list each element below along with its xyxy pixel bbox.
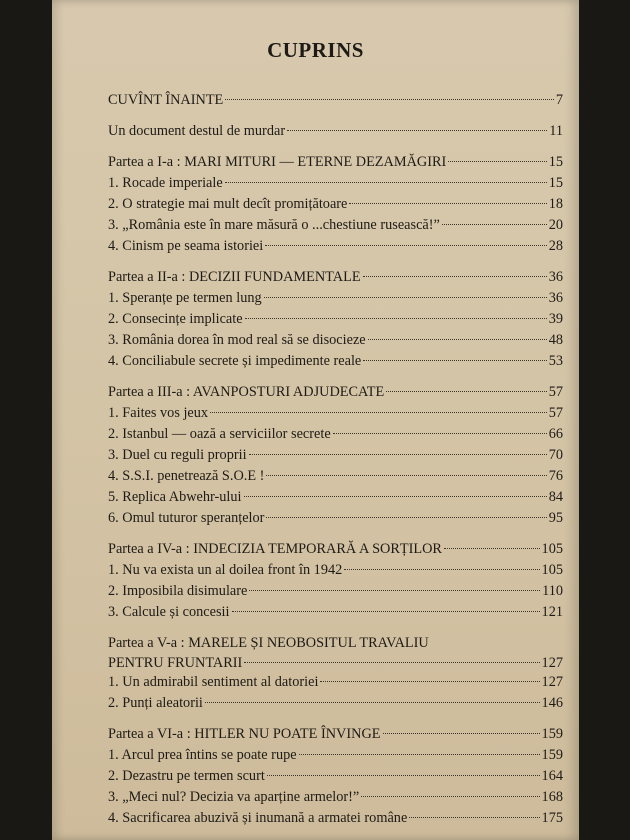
toc-item — [108, 508, 563, 529]
dot-leader — [266, 475, 546, 476]
toc-entry-title: 1. Arcul prea întins se poate rupe — [108, 747, 297, 763]
toc-item — [108, 445, 563, 466]
dot-leader — [299, 754, 540, 755]
toc-entry-title: Partea a V-a : MARELE ȘI NEOBOSITUL TRAVALIU — [108, 635, 429, 651]
toc-item — [108, 787, 563, 808]
toc-page-number: 18 — [548, 196, 563, 212]
toc-entry-title: 4. Cinism pe seama istoriei — [108, 238, 264, 254]
toc-entry-title: 5. Replica Abwehr-ului — [108, 489, 242, 505]
toc-item — [108, 424, 563, 445]
dot-leader — [363, 276, 547, 277]
toc-item — [108, 466, 563, 487]
toc-part-heading — [108, 121, 563, 142]
toc-entry-title: Un document destul de murdar — [108, 123, 286, 139]
toc-entry-title: 3. „România este în mare măsură o ...chestiune rusească!” — [108, 217, 440, 233]
toc-page-number: 57 — [548, 405, 563, 421]
toc-entry-title: 3. Duel cu reguli proprii — [108, 447, 247, 463]
toc-entry-title: PENTRU FRUNTARII — [108, 655, 243, 671]
toc-part-heading — [108, 382, 563, 403]
toc-entry-title: Partea a VI-a : HITLER NU POATE ÎNVINGE — [108, 726, 381, 742]
toc-entry-title: 1. Faites vos jeux — [108, 405, 209, 421]
toc-entry-title: 1. Nu va exista un al doilea front în 1942 — [108, 562, 343, 578]
dot-leader — [363, 360, 546, 361]
toc-page-number: 20 — [548, 217, 563, 233]
toc-part-heading — [108, 539, 563, 560]
toc-entry-title: 4. Conciliabule secrete și impedimente reale — [108, 353, 362, 369]
toc-page-number: 36 — [548, 290, 563, 306]
toc-item — [108, 403, 563, 424]
dot-leader — [232, 611, 540, 612]
toc-page-number: 53 — [548, 353, 563, 369]
dot-leader — [205, 702, 540, 703]
dot-leader — [287, 130, 547, 131]
dot-leader — [344, 569, 539, 570]
toc-item — [108, 808, 563, 829]
toc-page-number: 127 — [541, 655, 563, 671]
toc-page-number: 57 — [548, 384, 563, 400]
toc-page-number: 11 — [549, 123, 563, 139]
dot-leader — [444, 548, 540, 549]
toc-item — [108, 309, 563, 330]
toc-entry-title: Partea a I-a : MARI MITURI — ETERNE DEZAMĂGIRI — [108, 154, 447, 170]
dot-leader — [267, 775, 540, 776]
toc-part-heading — [108, 152, 563, 173]
toc-entry-title: 1. Un admirabil sentiment al datoriei — [108, 674, 319, 690]
toc-page-number: 127 — [541, 674, 563, 690]
toc-entry-title: 2. Punți aleatorii — [108, 695, 203, 711]
toc-part-heading — [108, 654, 563, 672]
dot-leader — [249, 590, 540, 591]
toc-part-heading — [108, 90, 563, 111]
dot-leader — [442, 224, 547, 225]
toc-item — [108, 173, 563, 194]
page-title: CUPRINS — [267, 38, 364, 62]
toc-item — [108, 215, 563, 236]
dot-leader — [265, 245, 546, 246]
dot-leader — [245, 318, 547, 319]
dot-leader — [210, 412, 547, 413]
dot-leader — [333, 433, 547, 434]
toc-page-number: 70 — [548, 447, 563, 463]
dot-leader — [320, 681, 539, 682]
dot-leader — [409, 817, 539, 818]
toc-entry-title: Partea a IV-a : INDECIZIA TEMPORARĂ A SORȚILOR — [108, 541, 442, 557]
toc-page-number: 105 — [541, 541, 563, 557]
toc-entry-title: 3. România dorea în mod real să se disocieze — [108, 332, 366, 348]
toc-entry-title: 2. Dezastru pe termen scurt — [108, 768, 265, 784]
toc-page-number: 168 — [541, 789, 563, 805]
toc-entry-title: 1. Speranțe pe termen lung — [108, 290, 262, 306]
toc-page-number: 164 — [541, 768, 563, 784]
table-of-contents — [108, 90, 563, 829]
toc-item — [108, 602, 563, 623]
toc-item — [108, 672, 563, 693]
toc-page-number: 15 — [548, 154, 563, 170]
toc-page-number: 15 — [548, 175, 563, 191]
toc-item — [108, 581, 563, 602]
toc-part-heading — [108, 724, 563, 745]
toc-item — [108, 487, 563, 508]
toc-page-number: 175 — [541, 810, 563, 826]
toc-page-number: 36 — [548, 269, 563, 285]
toc-entry-title: 2. Consecințe implicate — [108, 311, 243, 327]
dot-leader — [349, 203, 546, 204]
toc-page-number: 121 — [541, 604, 563, 620]
dot-leader — [448, 161, 546, 162]
toc-item — [108, 236, 563, 257]
dot-leader — [361, 796, 539, 797]
book-page — [52, 0, 579, 840]
dot-leader — [386, 391, 546, 392]
toc-entry-title: 2. O strategie mai mult decît promițătoare — [108, 196, 348, 212]
dot-leader — [383, 733, 540, 734]
toc-entry-title: Partea a III-a : AVANPOSTURI ADJUDECATE — [108, 384, 385, 400]
toc-page-number: 28 — [548, 238, 563, 254]
toc-entry-title: Partea a II-a : DECIZII FUNDAMENTALE — [108, 269, 361, 285]
toc-entry-title: 3. Calcule și concesii — [108, 604, 230, 620]
toc-entry-title: 2. Imposibila disimulare — [108, 583, 248, 599]
toc-entry-title: 1. Rocade imperiale — [108, 175, 223, 191]
dot-leader — [368, 339, 547, 340]
toc-item — [108, 194, 563, 215]
toc-page-number: 39 — [548, 311, 563, 327]
dot-leader — [225, 99, 554, 100]
toc-part-heading — [108, 633, 563, 654]
toc-entry-title: 6. Omul tuturor speranțelor — [108, 510, 265, 526]
toc-entry-title: 4. S.S.I. penetrează S.O.E ! — [108, 468, 265, 484]
toc-item — [108, 693, 563, 714]
toc-entry-title: 3. „Meci nul? Decizia va aparține armelor!” — [108, 789, 360, 805]
toc-item — [108, 560, 563, 581]
toc-entry-title: CUVÎNT ÎNAINTE — [108, 92, 224, 108]
dot-leader — [225, 182, 547, 183]
toc-item — [108, 288, 563, 309]
toc-page-number: 159 — [541, 747, 563, 763]
toc-page-number: 66 — [548, 426, 563, 442]
toc-page-number: 146 — [541, 695, 563, 711]
toc-page-number: 7 — [555, 92, 563, 108]
toc-item — [108, 330, 563, 351]
toc-page-number: 48 — [548, 332, 563, 348]
dot-leader — [266, 517, 546, 518]
dot-leader — [264, 297, 547, 298]
toc-page-number: 110 — [542, 583, 563, 599]
toc-page-number: 84 — [548, 489, 563, 505]
toc-page-number: 105 — [541, 562, 563, 578]
toc-item — [108, 745, 563, 766]
toc-page-number: 76 — [548, 468, 563, 484]
dot-leader — [249, 454, 547, 455]
toc-part-heading — [108, 267, 563, 288]
toc-page-number: 95 — [548, 510, 563, 526]
dot-leader — [244, 662, 539, 663]
toc-entry-title: 4. Sacrificarea abuzivă și inumană a armatei române — [108, 810, 408, 826]
dot-leader — [244, 496, 547, 497]
toc-entry-title: 2. Istanbul — oază a serviciilor secrete — [108, 426, 331, 442]
toc-item — [108, 766, 563, 787]
toc-page-number: 159 — [541, 726, 563, 742]
toc-item — [108, 351, 563, 372]
